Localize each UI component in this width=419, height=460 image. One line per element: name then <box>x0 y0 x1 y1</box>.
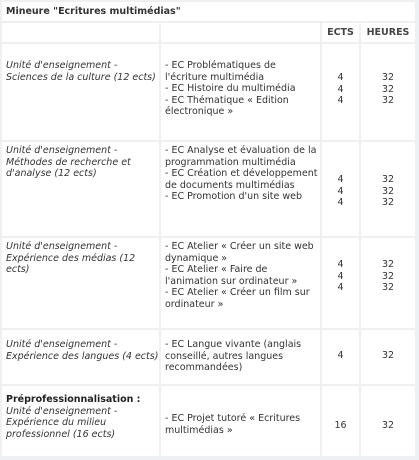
unit-label: Unité d'enseignement - Méthodes de recherche et d'analyse (12 ects) <box>6 145 131 179</box>
ects-value: 4 <box>337 174 344 185</box>
ects-value: 4 <box>337 350 344 361</box>
ects-value: 4 <box>337 270 344 282</box>
heures-cell <box>361 238 415 328</box>
heures-value: 32 <box>381 420 395 431</box>
ec-item: - EC Langue vivante (anglais conseillé, autres langues recommandées) <box>165 339 302 373</box>
ects-value: 16 <box>334 420 347 431</box>
ects-cell <box>322 330 359 384</box>
ects-cell <box>322 142 359 236</box>
ects-cell <box>322 44 359 140</box>
ects-value: 4 <box>337 197 344 208</box>
heures-cell <box>361 386 415 456</box>
ec-item: - EC Problématiques de l'écriture multimédia <box>165 60 276 83</box>
ec-item: - EC Création et développement de documents multimédias <box>165 168 318 191</box>
unit-cell <box>2 330 159 384</box>
heures-value: 32 <box>381 83 395 95</box>
unit-cell <box>2 142 159 236</box>
ects-value: 4 <box>337 95 344 106</box>
ec-item: - EC Promotion d'un site web <box>165 191 302 202</box>
unit-label: Unité d'enseignement - Expérience du milieu professionnel (16 ects) <box>6 405 118 440</box>
heures-value: 32 <box>381 72 395 83</box>
heures-value: 32 <box>381 174 395 185</box>
heures-value: 32 <box>381 95 395 106</box>
unit-prefix: Préprofessionnalisation : <box>6 394 141 405</box>
header-ec-cell <box>161 23 320 42</box>
heures-cell <box>361 44 415 140</box>
ects-value: 4 <box>337 282 344 293</box>
ec-cell <box>161 386 320 456</box>
heures-value: 32 <box>381 197 395 208</box>
header-unit-cell <box>2 23 159 42</box>
unit-cell <box>2 238 159 328</box>
ec-item: - EC Analyse et évaluation de la programmation multimédia <box>165 145 317 168</box>
heures-cell <box>361 330 415 384</box>
ec-cell <box>161 238 320 328</box>
heures-value: 32 <box>381 259 395 270</box>
ects-cell <box>322 386 359 456</box>
ec-item: - EC Atelier « Faire de l'animation sur ordinateur » <box>165 264 298 287</box>
unit-cell <box>2 386 159 456</box>
ects-cell <box>322 238 359 328</box>
ec-item: - EC Histoire du multimédia <box>165 83 296 94</box>
header-heures: HEURES <box>361 23 415 42</box>
heures-value: 32 <box>381 270 395 282</box>
ec-cell <box>161 44 320 140</box>
ects-value: 4 <box>337 83 344 95</box>
ects-value: 4 <box>337 185 344 197</box>
ects-value: 4 <box>337 259 344 270</box>
unit-cell <box>2 44 159 140</box>
ec-item: - EC Atelier « Créer un site web dynamique » <box>165 241 314 264</box>
ec-item: - EC Projet tutoré « Ecritures multimédias » <box>165 413 301 436</box>
heures-value: 32 <box>381 350 395 361</box>
unit-label: Unité d'enseignement - Sciences de la culture (12 ects) <box>6 60 156 83</box>
heures-value: 32 <box>381 282 395 293</box>
ec-cell <box>161 330 320 384</box>
ec-item: - EC Atelier « Créer un film sur ordinateur » <box>165 287 310 310</box>
header-ects: ECTS <box>322 23 359 42</box>
ects-value: 4 <box>337 72 344 83</box>
table-title: Mineure "Ecritures multimédias" <box>2 2 415 21</box>
heures-cell <box>361 142 415 236</box>
unit-label: Unité d'enseignement - Expérience des médias (12 ects) <box>6 241 136 275</box>
ec-item: - EC Thématique « Edition électronique » <box>165 94 289 117</box>
heures-value: 32 <box>381 185 395 197</box>
ec-cell <box>161 142 320 236</box>
unit-label: Unité d'enseignement - Expérience des langues (4 ects) <box>6 339 159 362</box>
